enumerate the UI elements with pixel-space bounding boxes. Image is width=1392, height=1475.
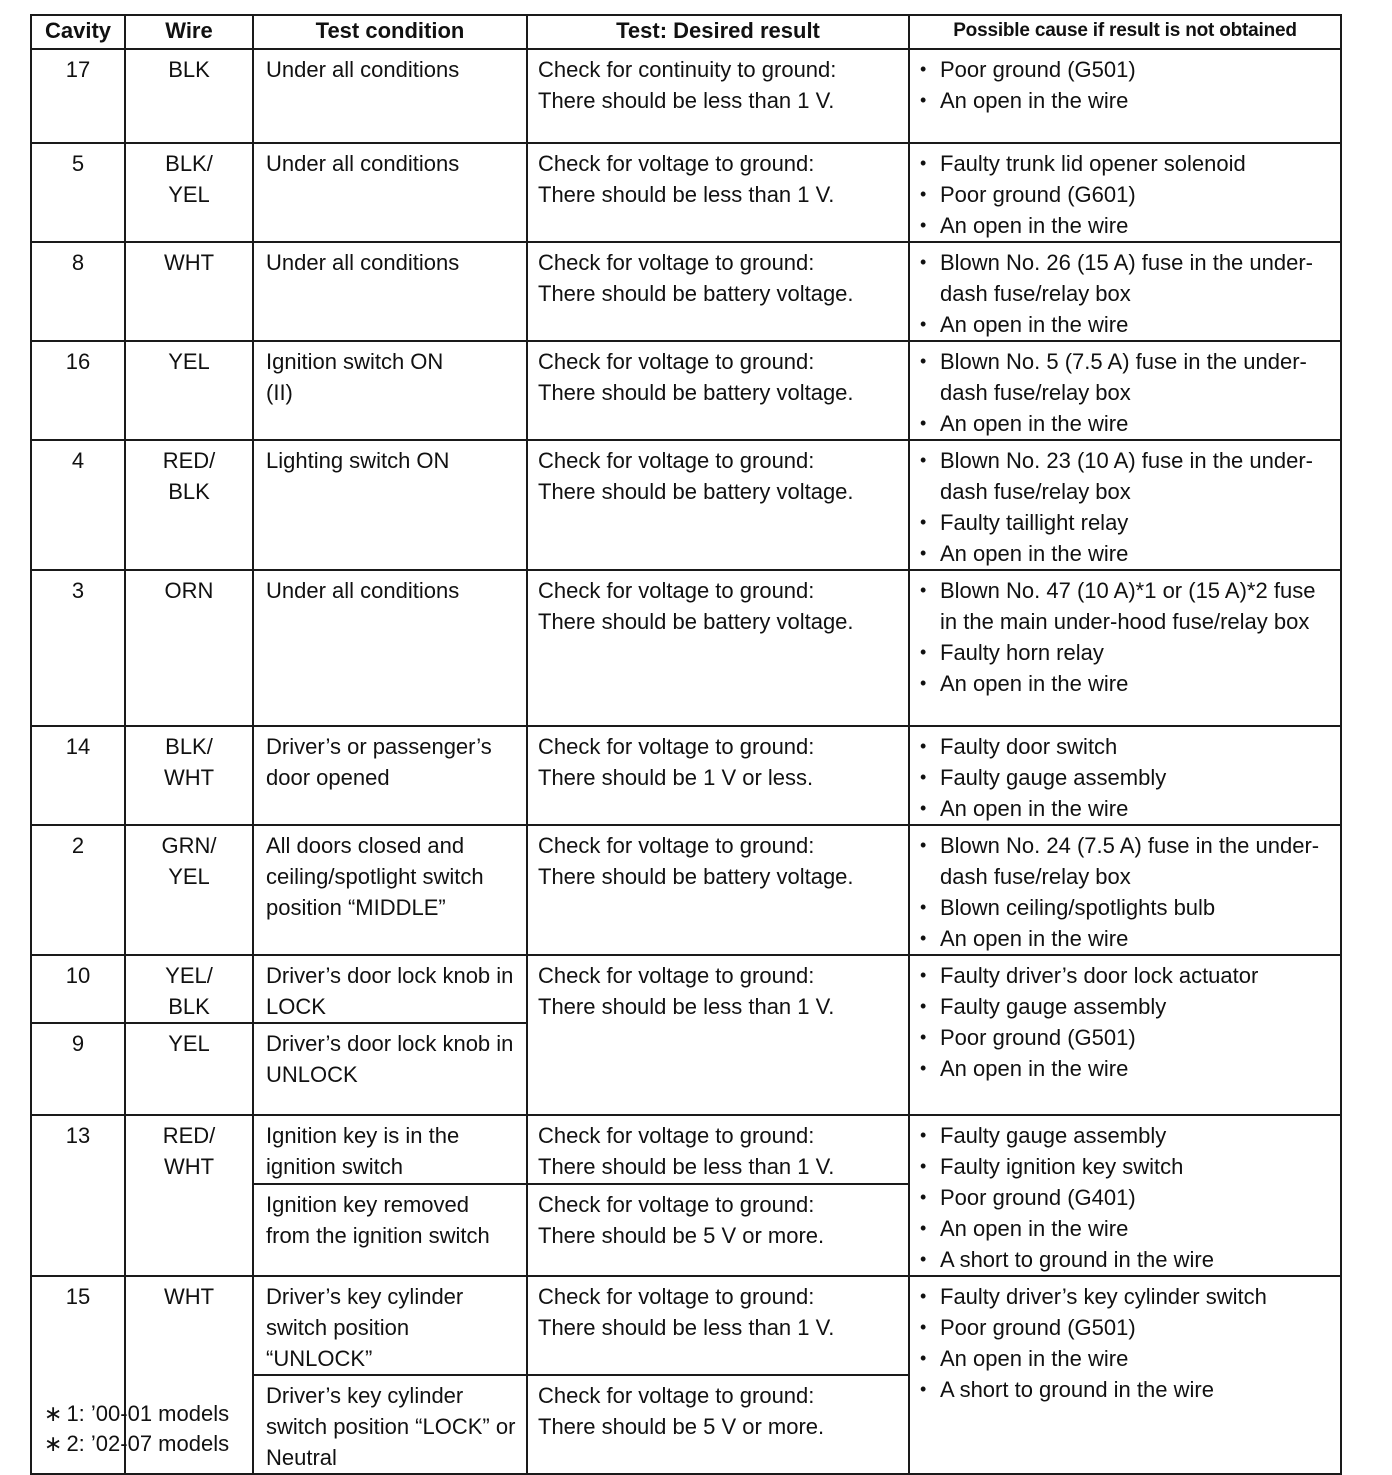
header-row <box>31 15 1341 49</box>
cavity-number: 8 <box>71 250 85 275</box>
result-cell <box>527 1184 909 1276</box>
cause-item: • Blown No. 5 (7.5 A) fuse in the under-dash fuse/relay box <box>918 346 1332 408</box>
cause-list <box>918 346 1332 439</box>
result-cell <box>527 825 909 955</box>
test-condition: Ignition key is in the ignition switch <box>266 1123 460 1179</box>
desired-result: Check for voltage to ground: There should be 5 V or more. <box>538 1383 825 1439</box>
cause-list <box>918 54 1332 116</box>
test-condition: Driver’s key cylinder switch position “LOCK” or Neutral <box>266 1383 516 1470</box>
wire-color: WHT <box>163 250 215 275</box>
result-cell <box>527 49 909 143</box>
table-row <box>31 825 1341 955</box>
cause-cell <box>909 341 1341 440</box>
test-condition: Ignition key removed from the ignition switch <box>266 1192 490 1249</box>
cause-item: • Faulty taillight relay <box>918 507 1332 538</box>
table-row <box>31 341 1341 440</box>
cause-item: • An open in the wire <box>918 309 1332 340</box>
cavity-cell <box>31 341 125 440</box>
cause-item: • An open in the wire <box>918 1053 1332 1084</box>
cavity-cell <box>31 1023 125 1115</box>
cavity-cell <box>31 825 125 955</box>
table-body <box>31 49 1341 1474</box>
cause-list <box>918 960 1332 1084</box>
wire-color: YEL/ BLK <box>165 963 213 1019</box>
header-desired-result: Test: Desired result <box>527 15 909 49</box>
footnotes <box>44 1399 229 1459</box>
desired-result: Check for voltage to ground: There should be less than 1 V. <box>538 1284 835 1340</box>
footnote-text: 1: ’00-01 models <box>66 1401 230 1426</box>
header-test-condition: Test condition <box>253 15 527 49</box>
footnote-marker: ∗ <box>44 1401 63 1426</box>
condition-cell <box>253 1375 527 1474</box>
cause-item: • Faulty horn relay <box>918 637 1332 668</box>
wire-cell <box>125 440 253 570</box>
condition-cell <box>253 1276 527 1375</box>
condition-cell <box>253 440 527 570</box>
cause-item: • Faulty gauge assembly <box>918 991 1332 1022</box>
cause-item: • Poor ground (G501) <box>918 1312 1332 1343</box>
footnote <box>44 1429 229 1459</box>
wire-color: BLK <box>168 57 210 82</box>
test-condition: Under all conditions <box>266 250 460 275</box>
cause-item: • Faulty gauge assembly <box>918 1120 1332 1151</box>
cause-item: • An open in the wire <box>918 793 1332 824</box>
cause-cell <box>909 570 1341 726</box>
desired-result: Check for voltage to ground: There should be 1 V or less. <box>538 734 815 790</box>
desired-result: Check for voltage to ground: There should be battery voltage. <box>538 349 854 405</box>
condition-cell <box>253 1023 527 1115</box>
result-cell <box>527 1375 909 1474</box>
wire-cell <box>125 1023 253 1115</box>
cause-list <box>918 1281 1332 1405</box>
condition-cell <box>253 49 527 143</box>
desired-result: Check for voltage to ground: There should be battery voltage. <box>538 448 854 504</box>
cause-list <box>918 830 1332 954</box>
cause-item: • Faulty door switch <box>918 731 1332 762</box>
cause-item: • An open in the wire <box>918 210 1332 241</box>
cavity-number: 16 <box>65 349 91 374</box>
wire-color: YEL <box>168 349 210 374</box>
diagnostic-table <box>30 14 1342 1475</box>
cause-list <box>918 247 1332 340</box>
test-condition: Under all conditions <box>266 57 460 82</box>
cause-item: • A short to ground in the wire <box>918 1244 1332 1275</box>
wire-cell <box>125 143 253 242</box>
header-cavity: Cavity <box>31 15 125 49</box>
cause-item: • Faulty driver’s door lock actuator <box>918 960 1332 991</box>
cavity-number: 3 <box>71 578 85 603</box>
wire-color: RED/ WHT <box>162 1123 216 1179</box>
cause-cell <box>909 242 1341 341</box>
cause-cell <box>909 825 1341 955</box>
cavity-number: 2 <box>71 833 85 858</box>
test-condition: Under all conditions <box>266 578 460 603</box>
cavity-cell <box>31 49 125 143</box>
wire-color: WHT <box>163 1284 215 1309</box>
cause-cell <box>909 726 1341 825</box>
cause-item: • An open in the wire <box>918 923 1332 954</box>
test-condition: Under all conditions <box>266 151 460 176</box>
cause-cell <box>909 955 1341 1115</box>
cause-item: • Blown No. 24 (7.5 A) fuse in the under-dash fuse/relay box <box>918 830 1332 892</box>
wire-cell <box>125 955 253 1023</box>
table-row <box>31 570 1341 726</box>
wire-cell <box>125 825 253 955</box>
wire-cell <box>125 570 253 726</box>
test-condition: Driver’s door lock knob in UNLOCK <box>266 1031 514 1087</box>
cavity-number: 14 <box>65 734 91 759</box>
cause-list <box>918 1120 1332 1275</box>
condition-cell <box>253 1115 527 1184</box>
wire-color: GRN/ YEL <box>161 833 217 889</box>
result-cell <box>527 242 909 341</box>
wire-cell <box>125 49 253 143</box>
result-cell <box>527 440 909 570</box>
cause-item: • Poor ground (G601) <box>918 179 1332 210</box>
condition-cell <box>253 955 527 1023</box>
cause-item: • Poor ground (G501) <box>918 54 1332 85</box>
table-row <box>31 955 1341 1023</box>
cause-list <box>918 445 1332 569</box>
wire-cell <box>125 1115 253 1276</box>
cavity-number: 13 <box>65 1123 91 1148</box>
cause-item: • An open in the wire <box>918 408 1332 439</box>
cause-list <box>918 575 1332 699</box>
footnote-marker: ∗ <box>44 1431 63 1456</box>
cause-item: • An open in the wire <box>918 85 1332 116</box>
cause-item: • Faulty driver’s key cylinder switch <box>918 1281 1332 1312</box>
test-condition: Driver’s or passenger’s door opened <box>266 734 492 790</box>
cause-cell <box>909 440 1341 570</box>
table-row <box>31 440 1341 570</box>
wire-cell <box>125 242 253 341</box>
cavity-cell <box>31 955 125 1023</box>
table-row <box>31 1115 1341 1184</box>
result-cell <box>527 726 909 825</box>
cause-item: • An open in the wire <box>918 668 1332 699</box>
result-cell <box>527 1115 909 1184</box>
condition-cell <box>253 242 527 341</box>
test-condition: Ignition switch ON (II) <box>266 349 444 405</box>
desired-result: Check for voltage to ground: There should be less than 1 V. <box>538 1123 835 1179</box>
desired-result: Check for voltage to ground: There should be battery voltage. <box>538 250 854 306</box>
test-condition: Driver’s key cylinder switch position “UNLOCK” <box>266 1284 464 1371</box>
condition-cell <box>253 341 527 440</box>
test-condition: Driver’s door lock knob in LOCK <box>266 963 514 1019</box>
table-row <box>31 143 1341 242</box>
cause-cell <box>909 1276 1341 1474</box>
table-row <box>31 726 1341 825</box>
cause-item: • Blown No. 23 (10 A) fuse in the under-dash fuse/relay box <box>918 445 1332 507</box>
cause-item: • Faulty ignition key switch <box>918 1151 1332 1182</box>
condition-cell <box>253 825 527 955</box>
cavity-cell <box>31 242 125 341</box>
result-cell <box>527 570 909 726</box>
cavity-number: 17 <box>65 57 91 82</box>
condition-cell <box>253 143 527 242</box>
cause-item: • Faulty gauge assembly <box>918 762 1332 793</box>
cause-item: • Blown No. 26 (15 A) fuse in the under-dash fuse/relay box <box>918 247 1332 309</box>
cause-cell <box>909 1115 1341 1276</box>
wire-color: ORN <box>164 578 214 603</box>
cavity-number: 4 <box>71 448 85 473</box>
cause-item: • Faulty trunk lid opener solenoid <box>918 148 1332 179</box>
result-cell <box>527 955 909 1115</box>
footnote <box>44 1399 229 1429</box>
result-cell <box>527 1276 909 1375</box>
cavity-cell <box>31 1115 125 1276</box>
cavity-number: 10 <box>65 963 91 988</box>
condition-cell <box>253 1184 527 1276</box>
wire-color: YEL <box>168 1031 210 1056</box>
cause-item: • An open in the wire <box>918 538 1332 569</box>
cause-item: • Blown ceiling/spotlights bulb <box>918 892 1332 923</box>
cavity-cell <box>31 143 125 242</box>
result-cell <box>527 143 909 242</box>
cavity-cell <box>31 570 125 726</box>
cavity-number: 15 <box>65 1284 91 1309</box>
cavity-number: 5 <box>71 151 85 176</box>
condition-cell <box>253 570 527 726</box>
desired-result: Check for voltage to ground: There should be battery voltage. <box>538 833 854 889</box>
cause-cell <box>909 49 1341 143</box>
wire-cell <box>125 341 253 440</box>
cause-item: • Poor ground (G401) <box>918 1182 1332 1213</box>
cause-list <box>918 731 1332 824</box>
header-wire: Wire <box>125 15 253 49</box>
table-row <box>31 242 1341 341</box>
wire-color: BLK/ YEL <box>165 151 213 207</box>
desired-result: Check for voltage to ground: There should be 5 V or more. <box>538 1192 825 1249</box>
cavity-cell <box>31 726 125 825</box>
desired-result: Check for voltage to ground: There should be battery voltage. <box>538 578 854 634</box>
wire-color: RED/ BLK <box>162 448 216 504</box>
wire-cell <box>125 726 253 825</box>
cavity-number: 9 <box>71 1031 85 1056</box>
cause-item: • A short to ground in the wire <box>918 1374 1332 1405</box>
cause-item: • Blown No. 47 (10 A)*1 or (15 A)*2 fuse in the main under-hood fuse/relay box <box>918 575 1332 637</box>
table-row <box>31 49 1341 143</box>
desired-result: Check for voltage to ground: There should be less than 1 V. <box>538 963 835 1019</box>
cause-item: • An open in the wire <box>918 1343 1332 1374</box>
test-condition: All doors closed and ceiling/spotlight switch position “MIDDLE” <box>266 833 484 920</box>
header-possible-cause: Possible cause if result is not obtained <box>909 15 1341 49</box>
cause-item: • Poor ground (G501) <box>918 1022 1332 1053</box>
desired-result: Check for voltage to ground: There should be less than 1 V. <box>538 151 835 207</box>
cause-list <box>918 148 1332 241</box>
footnote-text: 2: ’02-07 models <box>66 1431 230 1456</box>
desired-result: Check for continuity to ground: There should be less than 1 V. <box>538 57 837 113</box>
table-row <box>31 1276 1341 1375</box>
cause-item: • An open in the wire <box>918 1213 1332 1244</box>
wire-color: BLK/ WHT <box>163 734 215 790</box>
result-cell <box>527 341 909 440</box>
test-condition: Lighting switch ON <box>266 448 450 473</box>
condition-cell <box>253 726 527 825</box>
cause-cell <box>909 143 1341 242</box>
cavity-cell <box>31 440 125 570</box>
